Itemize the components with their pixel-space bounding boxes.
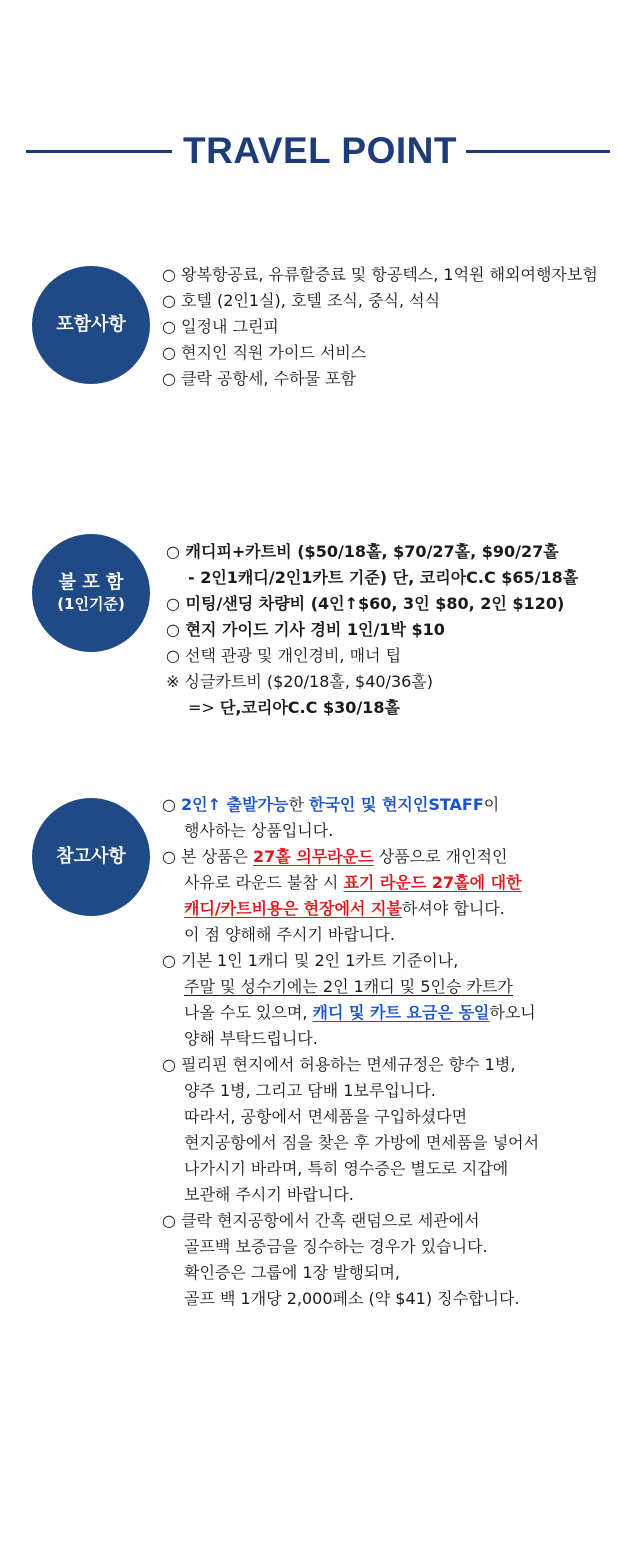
list-item: ○ 기본 1인 1캐디 및 2인 1카트 기준이나, xyxy=(162,951,459,970)
korea-cc-single-cart: 단,코리아C.C $30/18홀 xyxy=(219,698,400,717)
list-item: 확인증은 그룹에 1장 발행되며, xyxy=(184,1263,400,1282)
list-item xyxy=(162,844,539,870)
text-span: 상품으로 개인적인 xyxy=(373,847,508,866)
list-item: 따라서, 공항에서 면세품을 구입하셨다면 xyxy=(184,1107,468,1126)
round-fee-highlight: 표기 라운드 27홀에 대한 xyxy=(343,873,522,892)
notes-badge xyxy=(32,798,150,916)
list-item xyxy=(162,896,539,922)
page-title: TRAVEL POINT xyxy=(183,130,457,171)
list-item: 나가시기 바라며, 특히 영수증은 별도로 지갑에 xyxy=(184,1159,509,1178)
list-item: ○ 호텔 (2인1실), 호텔 조식, 중식, 석식 xyxy=(162,291,441,310)
list-item: ○ 일정내 그린피 xyxy=(162,317,279,336)
list-item xyxy=(162,792,539,818)
staff-highlight: 한국인 및 현지인STAFF xyxy=(308,795,484,814)
text-span: ○ 본 상품은 xyxy=(162,847,254,866)
excluded-list xyxy=(166,539,578,721)
list-item: ○ 미팅/샌딩 차량비 (4인↑$60, 3인 $80, 2인 $120) xyxy=(166,594,565,613)
list-item xyxy=(166,695,578,721)
list-item xyxy=(162,870,539,896)
text-span: 이 xyxy=(483,795,500,814)
list-item xyxy=(162,1000,539,1026)
list-item: 골프백 보증금을 징수하는 경우가 있습니다. xyxy=(184,1237,488,1256)
list-item: ○ 필리핀 현지에서 허용하는 면세규정은 향수 1병, xyxy=(162,1055,516,1074)
list-item: ○ 현지 가이드 기사 경비 1인/1박 $10 xyxy=(166,620,445,639)
mandatory-round-highlight: 27홀 의무라운드 xyxy=(253,847,374,866)
list-item: 주말 및 성수기에는 2인 1캐디 및 5인승 카트가 xyxy=(184,977,513,996)
excluded-badge-label: 불 포 함 xyxy=(58,572,124,593)
list-item: ○ 클락 현지공항에서 간혹 랜덤으로 세관에서 xyxy=(162,1211,480,1230)
list-item: ○ 캐디피+카트비 ($50/18홀, $70/27홀, $90/27홀 xyxy=(166,542,559,561)
arrow-prefix: => xyxy=(188,698,220,717)
included-list xyxy=(162,262,598,392)
list-item: - 2인1캐디/2인1카트 기준) 단, 코리아C.C $65/18홀 xyxy=(188,568,579,587)
text-span: 하셔야 합니다. xyxy=(401,899,505,918)
list-item: ○ 왕복항공료, 유류할증료 및 항공텍스, 1억원 해외여행자보험 xyxy=(162,265,598,284)
min-departure-highlight: 2인↑ 출발가능 xyxy=(181,795,289,814)
excluded-badge xyxy=(32,534,150,652)
text-span: 하오니 xyxy=(489,1003,536,1022)
list-item: 양주 1병, 그리고 담배 1보루입니다. xyxy=(184,1081,436,1100)
text-span: 나올 수도 있으며, xyxy=(184,1003,313,1022)
list-item: 보관해 주시기 바랍니다. xyxy=(184,1185,354,1204)
travel-point-header xyxy=(0,128,640,174)
bullet-mark: ○ xyxy=(162,795,182,814)
list-item: ○ 클락 공항세, 수하물 포함 xyxy=(162,369,356,388)
header-divider-left xyxy=(26,150,172,153)
included-badge-label: 포함사항 xyxy=(56,314,126,335)
list-item: 양해 부탁드립니다. xyxy=(184,1029,318,1048)
onsite-payment-highlight: 캐디/카트비용은 현장에서 지불 xyxy=(184,899,402,918)
excluded-badge-sublabel: (1인기준) xyxy=(57,595,125,613)
list-item: ○ 선택 관광 및 개인경비, 매너 팁 xyxy=(166,646,402,665)
notes-badge-label: 참고사항 xyxy=(56,846,126,867)
list-item: 골프 백 1개당 2,000페소 (약 $41) 징수합니다. xyxy=(184,1289,520,1308)
notes-list xyxy=(162,792,539,1312)
list-item: 행사하는 상품입니다. xyxy=(184,821,334,840)
list-item: ○ 현지인 직원 가이드 서비스 xyxy=(162,343,367,362)
text-span: 한 xyxy=(288,795,309,814)
list-item: 현지공항에서 짐을 찾은 후 가방에 면세품을 넣어서 xyxy=(184,1133,540,1152)
same-fee-highlight: 캐디 및 카트 요금은 동일 xyxy=(312,1003,490,1022)
list-item: 이 점 양해해 주시기 바랍니다. xyxy=(184,925,395,944)
text-span: 사유로 라운드 불참 시 xyxy=(184,873,344,892)
list-item: ※ 싱글카트비 ($20/18홀, $40/36홀) xyxy=(166,672,434,691)
header-divider-right xyxy=(466,150,610,153)
included-badge xyxy=(32,266,150,384)
